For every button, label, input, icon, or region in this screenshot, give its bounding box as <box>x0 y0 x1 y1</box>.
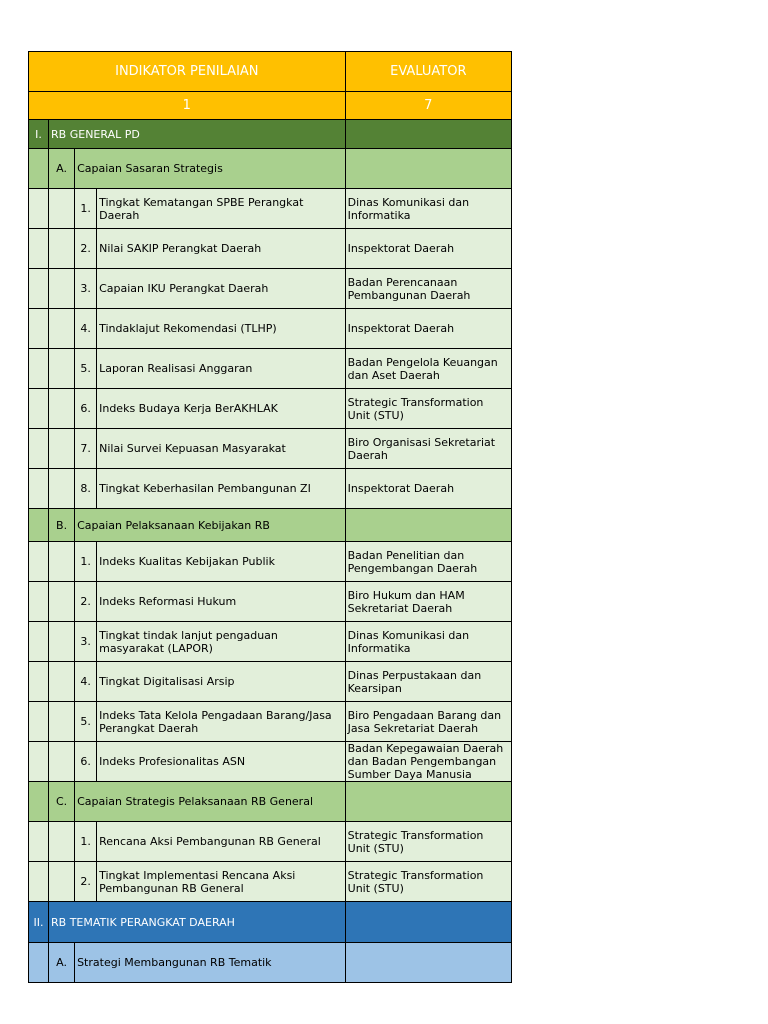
item-number: 2. <box>75 229 97 269</box>
section-row <box>29 902 512 943</box>
group-row <box>29 943 512 983</box>
section-row <box>29 120 512 149</box>
item-number: 6. <box>75 389 97 429</box>
item-name: Tingkat Kematangan SPBE Perangkat Daerah <box>97 189 346 229</box>
header-number-row <box>29 92 512 120</box>
group-row <box>29 509 512 542</box>
item-number: 3. <box>75 269 97 309</box>
table-row <box>29 542 512 582</box>
item-number: 1. <box>75 189 97 229</box>
item-evaluator: Dinas Komunikasi dan Informatika <box>345 189 511 229</box>
item-name: Capaian IKU Perangkat Daerah <box>97 269 346 309</box>
item-evaluator: Badan Pengelola Keuangan dan Aset Daerah <box>345 349 511 389</box>
group-row <box>29 149 512 189</box>
group-title: Capaian Pelaksanaan Kebijakan RB <box>75 509 346 542</box>
group-row <box>29 782 512 822</box>
item-name: Indeks Kualitas Kebijakan Publik <box>97 542 346 582</box>
table-row <box>29 822 512 862</box>
group-title: Capaian Sasaran Strategis <box>75 149 346 189</box>
header-number-evaluator: 7 <box>345 92 511 120</box>
item-number: 3. <box>75 622 97 662</box>
section-roman: II. <box>29 902 49 943</box>
table-row <box>29 189 512 229</box>
item-name: Indeks Profesionalitas ASN <box>97 742 346 782</box>
table-row <box>29 429 512 469</box>
item-evaluator: Strategic Transformation Unit (STU) <box>345 862 511 902</box>
item-number: 2. <box>75 582 97 622</box>
table-row <box>29 702 512 742</box>
table-row <box>29 742 512 782</box>
header-number-indicator: 1 <box>29 92 346 120</box>
group-title: Strategi Membangunan RB Tematik <box>75 943 346 983</box>
item-name: Indeks Budaya Kerja BerAKHLAK <box>97 389 346 429</box>
item-name: Tindaklajut Rekomendasi (TLHP) <box>97 309 346 349</box>
item-name: Indeks Tata Kelola Pengadaan Barang/Jasa Perangkat Daerah <box>97 702 346 742</box>
table-row <box>29 229 512 269</box>
section-title: RB TEMATIK PERANGKAT DAERAH <box>49 902 346 943</box>
group-letter: A. <box>49 943 75 983</box>
item-evaluator: Inspektorat Daerah <box>345 309 511 349</box>
item-number: 4. <box>75 662 97 702</box>
item-number: 1. <box>75 822 97 862</box>
item-number: 4. <box>75 309 97 349</box>
item-evaluator: Biro Pengadaan Barang dan Jasa Sekretariat Daerah <box>345 702 511 742</box>
item-name: Tingkat tindak lanjut pengaduan masyarakat (LAPOR) <box>97 622 346 662</box>
group-letter: C. <box>49 782 75 822</box>
table-row <box>29 662 512 702</box>
item-name: Tingkat Keberhasilan Pembangunan ZI <box>97 469 346 509</box>
table-row <box>29 862 512 902</box>
table-row <box>29 389 512 429</box>
section-evaluator <box>345 120 511 149</box>
item-name: Tingkat Implementasi Rencana Aksi Pembangunan RB General <box>97 862 346 902</box>
group-title: Capaian Strategis Pelaksanaan RB General <box>75 782 346 822</box>
item-name: Nilai SAKIP Perangkat Daerah <box>97 229 346 269</box>
item-number: 8. <box>75 469 97 509</box>
item-name: Tingkat Digitalisasi Arsip <box>97 662 346 702</box>
item-evaluator: Strategic Transformation Unit (STU) <box>345 389 511 429</box>
item-number: 2. <box>75 862 97 902</box>
table-row <box>29 269 512 309</box>
table-row <box>29 309 512 349</box>
item-number: 6. <box>75 742 97 782</box>
item-name: Nilai Survei Kepuasan Masyarakat <box>97 429 346 469</box>
item-evaluator: Inspektorat Daerah <box>345 229 511 269</box>
header-evaluator: EVALUATOR <box>345 52 511 92</box>
table-row <box>29 469 512 509</box>
table-row <box>29 622 512 662</box>
header-indicator: INDIKATOR PENILAIAN <box>29 52 346 92</box>
group-letter: B. <box>49 509 75 542</box>
item-evaluator: Biro Hukum dan HAM Sekretariat Daerah <box>345 582 511 622</box>
evaluation-table <box>28 51 512 983</box>
section-title: RB GENERAL PD <box>49 120 346 149</box>
item-evaluator: Biro Organisasi Sekretariat Daerah <box>345 429 511 469</box>
header-row <box>29 52 512 92</box>
item-evaluator: Dinas Perpustakaan dan Kearsipan <box>345 662 511 702</box>
item-number: 5. <box>75 702 97 742</box>
group-letter: A. <box>49 149 75 189</box>
item-number: 1. <box>75 542 97 582</box>
item-number: 7. <box>75 429 97 469</box>
item-evaluator: Badan Perencanaan Pembangunan Daerah <box>345 269 511 309</box>
section-roman: I. <box>29 120 49 149</box>
item-evaluator: Badan Kepegawaian Daerah dan Badan Pengembangan Sumber Daya Manusia <box>345 742 511 782</box>
item-name: Laporan Realisasi Anggaran <box>97 349 346 389</box>
item-evaluator: Badan Penelitian dan Pengembangan Daerah <box>345 542 511 582</box>
item-name: Indeks Reformasi Hukum <box>97 582 346 622</box>
item-evaluator: Inspektorat Daerah <box>345 469 511 509</box>
table-row <box>29 582 512 622</box>
item-number: 5. <box>75 349 97 389</box>
item-name: Rencana Aksi Pembangunan RB General <box>97 822 346 862</box>
item-evaluator: Dinas Komunikasi dan Informatika <box>345 622 511 662</box>
item-evaluator: Strategic Transformation Unit (STU) <box>345 822 511 862</box>
table-row <box>29 349 512 389</box>
section-evaluator <box>345 902 511 943</box>
